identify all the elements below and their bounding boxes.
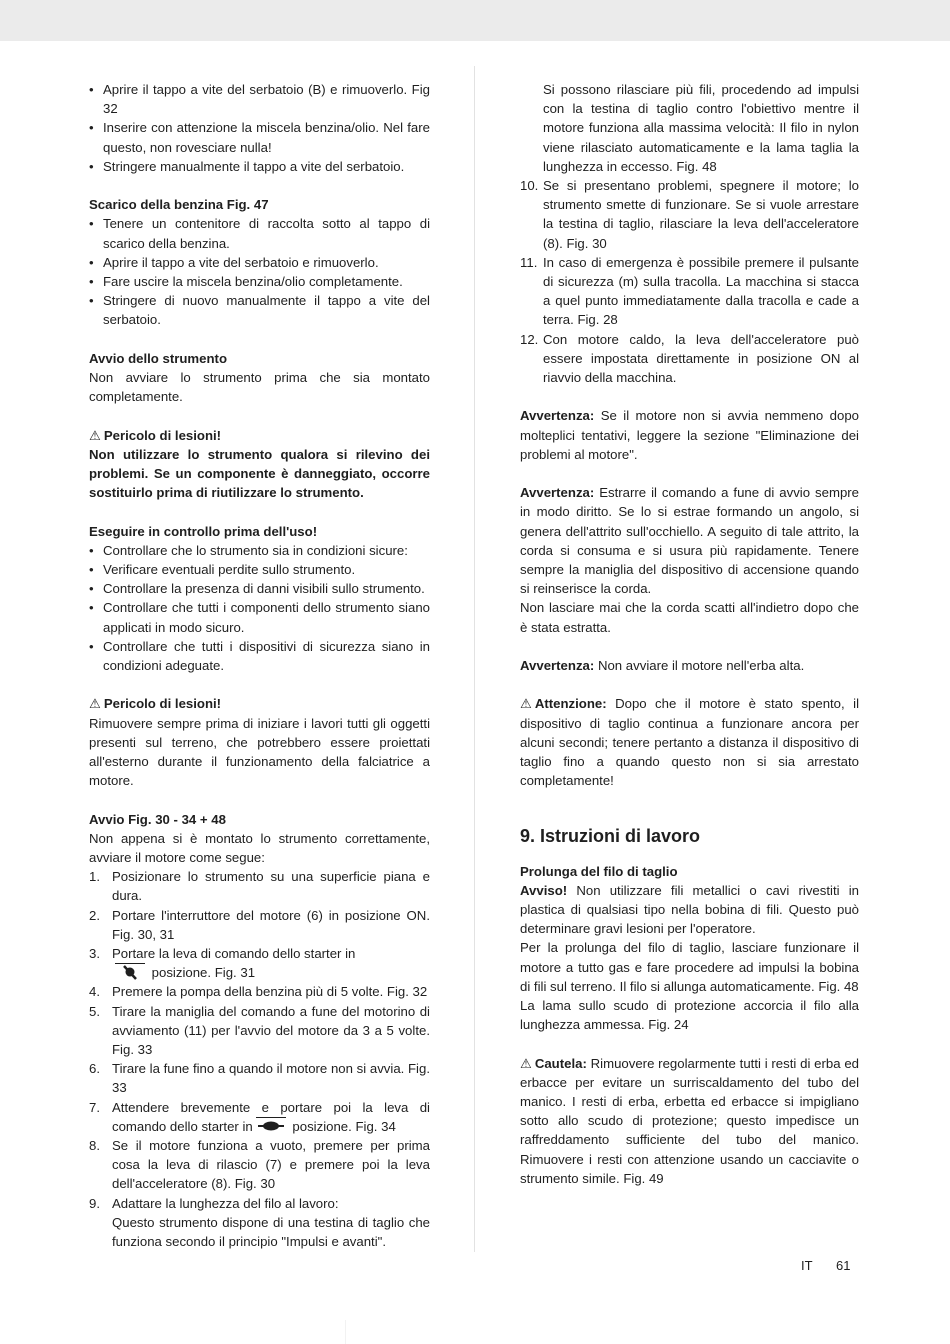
- choke-open-icon: [256, 1117, 286, 1136]
- top-bar: [0, 0, 950, 41]
- choke-closed-icon: [115, 963, 145, 982]
- line-extension-text: Per la prolunga del filo di taglio, lasciare funzionare il motore a tutto gas e fare procedere ad impulsi la bobina di fili sul terreno. Il filo si allunga automaticamente. Fig. 48: [520, 940, 859, 994]
- step-number: 7.: [89, 1099, 100, 1115]
- section-title-startup: Avvio dello strumento: [89, 350, 227, 366]
- note-paragraph: [520, 483, 859, 598]
- step-item: [89, 1098, 430, 1136]
- step-item: [520, 176, 859, 253]
- step-text: Portare la leva di comando dello starter in: [112, 946, 356, 962]
- warning-title: [89, 694, 430, 713]
- note-label: Avvertenza:: [520, 658, 595, 674]
- step-number: 11.: [520, 254, 538, 270]
- fuel-drain-list: [89, 214, 430, 329]
- check-list: [89, 541, 430, 675]
- list-item: • Controllare che tutti i componenti dello strumento siano applicati in modo sicuro.: [89, 598, 430, 636]
- attention-paragraph: [520, 694, 859, 790]
- note-label: Avvertenza:: [520, 408, 595, 424]
- chapter-title: 9. Istruzioni di lavoro: [520, 825, 701, 846]
- step-item: [520, 253, 859, 330]
- step-text: Adattare la lunghezza del filo al lavoro:: [112, 1195, 339, 1211]
- warning-text: Rimuovere sempre prima di iniziare i lavori tutti gli oggetti presenti sul terreno, che potrebbero essere proiettati all'esterno durante il funzionamento della falciatrice a motore.: [89, 715, 430, 789]
- note-paragraph: [520, 406, 859, 464]
- list-item: • Aprire il tappo a vite del serbatoio e rimuoverlo.: [89, 253, 430, 272]
- step-text: Tirare la fune fino a quando il motore non si avvia. Fig. 33: [112, 1061, 430, 1096]
- caution-text: Rimuovere regolarmente tutti i resti di erba ed erbacce per evitare un surriscaldamento del tubo del manico. I resti di erba, erbetta ed erbacce si impigliano sotto allo scudo di protezione; questo impedisce un raffreddamento sufficiente del tubo del manico. Rimuovere i resti con attenzione usando un cacciavite o strumento simile. Fig. 49: [520, 1055, 859, 1186]
- list-item: • Controllare che tutti i dispositivi di sicurezza siano in condizioni adeguate.: [89, 637, 430, 675]
- note-text: Estrarre il comando a fune di avvio sempre in modo diritto. Se lo si estrae formando un angolo, si genera dell'attrito sull'occhiello. A seguito di tale attrito, la corda si consuma e si usura più rapidamente. Tenere sempre la maniglia del dispositivo di accensione quando si reinserisce la corda.: [520, 485, 859, 597]
- warning-title-text: Pericolo di lesioni!: [103, 696, 222, 712]
- warning-icon: ⚠: [89, 427, 101, 443]
- notice-paragraph: [520, 881, 859, 939]
- caution-label: Cautela:: [534, 1055, 587, 1071]
- step-number: 10.: [520, 178, 539, 194]
- list-item: • Fare uscire la miscela benzina/olio completamente.: [89, 272, 430, 291]
- note-paragraph: [520, 656, 859, 675]
- crop-mark: [345, 1320, 346, 1344]
- warning-title: [89, 426, 430, 445]
- step-item: [520, 330, 859, 388]
- step-continuation: Si possono rilasciare più fili, procedendo ad impulsi con la testina di taglio contro l'obiettivo mentre il motore funziona alla massima velocità: Il filo in nylon viene rilasciato automaticamente e la lama taglia la lunghezza in eccesso. Fig. 48: [543, 82, 859, 174]
- page-number: 61: [836, 1258, 851, 1273]
- step-text: Se si presentano problemi, spegnere il motore; lo strumento smette di funzionare. Se si vuole arrestare la testina di taglio, rilasciare la leva dell'acceleratore (8). Fig. 30: [543, 178, 859, 251]
- warning-title-text: Pericolo di lesioni!: [103, 427, 222, 443]
- section-title-start: Avvio Fig. 30 - 34 + 48: [89, 811, 226, 827]
- fuel-fill-list: [89, 80, 430, 176]
- step-text: Attendere brevemente e portare poi la leva di comando dello starter in: [112, 1099, 430, 1134]
- step-text: Posizionare lo strumento su una superficie piana e dura.: [112, 869, 430, 904]
- step-number: 4.: [89, 984, 100, 1000]
- column-divider: [474, 66, 475, 1252]
- list-item: • Controllare che lo strumento sia in condizioni sicure:: [89, 541, 430, 560]
- step-item: [89, 1194, 430, 1213]
- list-item: • Tenere un contenitore di raccolta sotto al tappo di scarico della benzina.: [89, 214, 430, 252]
- step-item: [89, 944, 430, 982]
- step-text: Portare l'interruttore del motore (6) in posizione ON. Fig. 30, 31: [112, 907, 430, 942]
- note-paragraph-extra: Non lasciare mai che la corda scatti all'indietro dopo che è stata estratta.: [520, 600, 859, 635]
- step-continuation: Questo strumento dispone di una testina di taglio che funziona secondo il principio "Impulsi e avanti".: [112, 1214, 430, 1250]
- note-text: Se il motore non si avvia nemmeno dopo molteplici tentativi, leggere la sezione "Eliminazione dei problemi al motore".: [520, 408, 859, 462]
- list-item: • Stringere manualmente il tappo a vite del serbatoio.: [89, 157, 430, 176]
- notice-label: Avviso!: [520, 882, 568, 898]
- section-title-line-extension: Prolunga del filo di taglio: [520, 863, 678, 879]
- step-number: 5.: [89, 1003, 100, 1019]
- section-title-fuel-drain: Scarico della benzina Fig. 47: [89, 197, 269, 213]
- step-text: posizione. Fig. 31: [151, 965, 256, 981]
- start-steps: [89, 867, 430, 1213]
- step-number: 1.: [89, 869, 100, 885]
- step-item: [89, 1136, 430, 1194]
- warning-icon: ⚠: [520, 696, 532, 712]
- step-text: Premere la pompa della benzina più di 5 volte. Fig. 32: [112, 984, 428, 1000]
- warning-icon: ⚠: [89, 696, 101, 712]
- startup-text: Non avviare lo strumento prima che sia montato completamente.: [89, 370, 430, 405]
- section-title-check: Eseguire in controllo prima dell'uso!: [89, 523, 318, 539]
- warning-text: Non utilizzare lo strumento qualora si rilevino dei problemi. Se un componente è danneggiato, occorre sostituirlo prima di riutilizzare lo strumento.: [89, 446, 430, 501]
- list-item: • Inserire con attenzione la miscela benzina/olio. Nel fare questo, non rovesciare nulla!: [89, 118, 430, 156]
- step-number: 9.: [89, 1195, 100, 1211]
- warning-icon: ⚠: [520, 1055, 532, 1071]
- language-code: IT: [801, 1258, 813, 1273]
- note-text: Non avviare il motore nell'erba alta.: [594, 658, 805, 674]
- list-item: • Verificare eventuali perdite sullo strumento.: [89, 560, 430, 579]
- note-label: Avvertenza:: [520, 485, 595, 501]
- step-text: posizione. Fig. 34: [292, 1118, 396, 1134]
- start-intro-text: Non appena si è montato lo strumento correttamente, avviare il motore come segue:: [89, 830, 430, 866]
- caution-paragraph: [520, 1054, 859, 1188]
- list-item: • Aprire il tappo a vite del serbatoio (B) e rimuoverlo. Fig 32: [89, 80, 430, 118]
- notice-text: Non utilizzare fili metallici o cavi rivestiti in plastica di qualsiasi tipo nella bobina di fili. Questo può determinare gravi lesioni per l'operatore.: [520, 882, 859, 937]
- step-item: [89, 982, 430, 1001]
- step-number: 6.: [89, 1061, 100, 1077]
- step-text: Tirare la maniglia del comando a fune del motorino di avviamento (11) per l'avvio del motore da 3 a 5 volte. Fig. 33: [112, 1003, 430, 1058]
- step-text: Se il motore funziona a vuoto, premere per prima cosa la leva di rilascio (7) e premere poi la leva dell'acceleratore (8). Fig. 30: [112, 1138, 430, 1192]
- step-number: 3.: [89, 946, 100, 962]
- step-item: [89, 1002, 430, 1060]
- step-item: [89, 867, 430, 905]
- start-steps-continued: [520, 176, 859, 387]
- right-column: [520, 80, 859, 1188]
- list-item: • Stringere di nuovo manualmente il tappo a vite del serbatoio.: [89, 291, 430, 329]
- list-item: • Controllare la presenza di danni visibili sullo strumento.: [89, 579, 430, 598]
- step-text: Con motore caldo, la leva dell'acceleratore può essere impostata direttamente in posizione ON al riavvio della macchina.: [543, 331, 859, 386]
- attention-label: Attenzione:: [534, 696, 607, 712]
- step-number: 8.: [89, 1138, 100, 1154]
- left-column: [89, 80, 430, 1251]
- step-text: In caso di emergenza è possibile premere il pulsante di sicurezza (m) sulla tracolla. La macchina si stacca a quel punto immediatamente dalla tracolla e cade a terra. Fig. 28: [543, 254, 859, 328]
- step-number: 2.: [89, 907, 100, 923]
- attention-text: Dopo che il motore è stato spento, il dispositivo di taglio continua a funzionare ancora per alcuni secondi; tenere pertanto a distanza il dispositivo di taglio fino a quando questo non si sia arrestato completamente!: [520, 696, 859, 789]
- line-extension-text-2: La lama sullo scudo di protezione accorcia il filo alla lunghezza ammessa. Fig. 24: [520, 998, 859, 1033]
- step-item: [89, 906, 430, 944]
- step-number: 12.: [520, 331, 539, 347]
- step-item: [89, 1059, 430, 1097]
